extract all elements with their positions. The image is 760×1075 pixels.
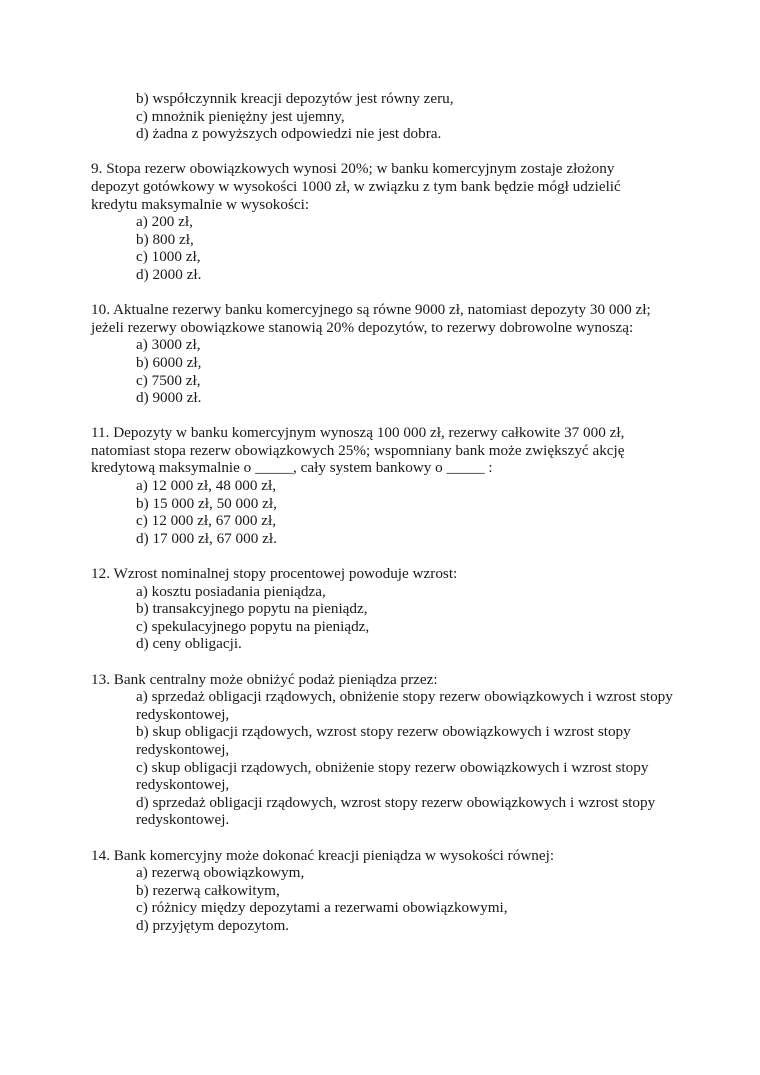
answer-option-d: d) ceny obligacji. xyxy=(136,635,242,653)
question-text: 12. Wzrost nominalnej stopy procentowej powoduje wzrost: xyxy=(91,565,458,583)
answer-option-c: c) różnicy między depozytami a rezerwami obowiązkowymi, xyxy=(136,899,508,917)
answer-option-a: a) 3000 zł, xyxy=(136,336,201,354)
answer-option-d: d) 9000 zł. xyxy=(136,389,202,407)
answer-option-b: b) transakcyjnego popytu na pieniądz, xyxy=(136,600,368,618)
answer-option-c: c) mnożnik pieniężny jest ujemny, xyxy=(136,107,345,125)
answer-option-c: c) 1000 zł, xyxy=(136,248,201,266)
question-text: jeżeli rezerwy obowiązkowe stanowią 20% depozytów, to rezerwy dobrowolne wynoszą: xyxy=(91,318,634,336)
question-text: kredytową maksymalnie o _____, cały system bankowy o _____ : xyxy=(91,459,493,477)
question-text: 13. Bank centralny może obniżyć podaż pieniądza przez: xyxy=(91,670,438,688)
answer-option-c: c) skup obligacji rządowych, obniżenie stopy rezerw obowiązkowych i wzrost stopy redyskontowej, xyxy=(136,758,649,794)
answer-option-b: b) skup obligacji rządowych, wzrost stopy rezerw obowiązkowych i wzrost stopy redyskontowej, xyxy=(136,723,631,758)
question-12 xyxy=(91,565,681,653)
answer-option-d: d) żadna z powyższych odpowiedzi nie jest dobra. xyxy=(136,125,442,143)
answer-option-a: a) sprzedaż obligacji rządowych, obniżenie stopy rezerw obowiązkowych i wzrost stopy redyskontowej, xyxy=(136,688,673,723)
answer-option-c: c) 12 000 zł, 67 000 zł, xyxy=(136,512,277,530)
answer-option-a: a) kosztu posiadania pieniądza, xyxy=(136,582,326,600)
answer-option-b: b) 800 zł, xyxy=(136,230,194,248)
question-13 xyxy=(91,671,681,829)
answer-option-c: c) 7500 zł, xyxy=(136,371,201,389)
spacer xyxy=(91,407,681,425)
question-text: depozyt gotówkowy w wysokości 1000 zł, w związku z tym bank będzie mógł udzielić xyxy=(91,177,621,195)
answer-option-b: b) rezerwą całkowitym, xyxy=(136,881,280,899)
answer-option-b: b) 6000 zł, xyxy=(136,353,202,371)
document-page xyxy=(91,90,681,935)
question-text: 10. Aktualne rezerwy banku komercyjnego są równe 9000 zł, natomiast depozyty 30 000 zł; xyxy=(91,301,651,319)
question-14 xyxy=(91,847,681,935)
question-text: natomiast stopa rezerw obowiązkowych 25%; wspomniany bank może zwiększyć akcję xyxy=(91,441,625,459)
question-11 xyxy=(91,424,681,547)
answer-option-c: c) spekulacyjnego popytu na pieniądz, xyxy=(136,617,370,635)
question-8-answers xyxy=(91,90,681,143)
answer-option-d: d) 2000 zł. xyxy=(136,265,202,283)
answer-option-b: b) współczynnik kreacji depozytów jest równy zeru, xyxy=(136,90,454,107)
question-text: 14. Bank komercyjny może dokonać kreacji pieniądza w wysokości równej: xyxy=(91,846,555,864)
spacer xyxy=(91,829,681,847)
answer-option-b: b) 15 000 zł, 50 000 zł, xyxy=(136,494,277,512)
question-text: kredytu maksymalnie w wysokości: xyxy=(91,195,310,213)
answer-option-d: d) sprzedaż obligacji rządowych, wzrost stopy rezerw obowiązkowych i wzrost stopy redyskontowej. xyxy=(136,793,656,829)
answer-option-d: d) przyjętym depozytom. xyxy=(136,916,290,934)
question-text: 11. Depozyty w banku komercyjnym wynoszą 100 000 zł, rezerwy całkowite 37 000 zł, xyxy=(91,424,625,442)
spacer xyxy=(91,143,681,161)
question-10 xyxy=(91,301,681,407)
spacer xyxy=(91,653,681,671)
answer-option-a: a) rezerwą obowiązkowym, xyxy=(136,864,305,882)
question-text: 9. Stopa rezerw obowiązkowych wynosi 20%; w banku komercyjnym zostaje złożony xyxy=(91,160,615,178)
question-9 xyxy=(91,160,681,283)
spacer xyxy=(91,547,681,565)
answer-option-d: d) 17 000 zł, 67 000 zł. xyxy=(136,529,277,547)
spacer xyxy=(91,284,681,302)
answer-option-a: a) 12 000 zł, 48 000 zł, xyxy=(136,477,277,495)
answer-option-a: a) 200 zł, xyxy=(136,213,193,231)
